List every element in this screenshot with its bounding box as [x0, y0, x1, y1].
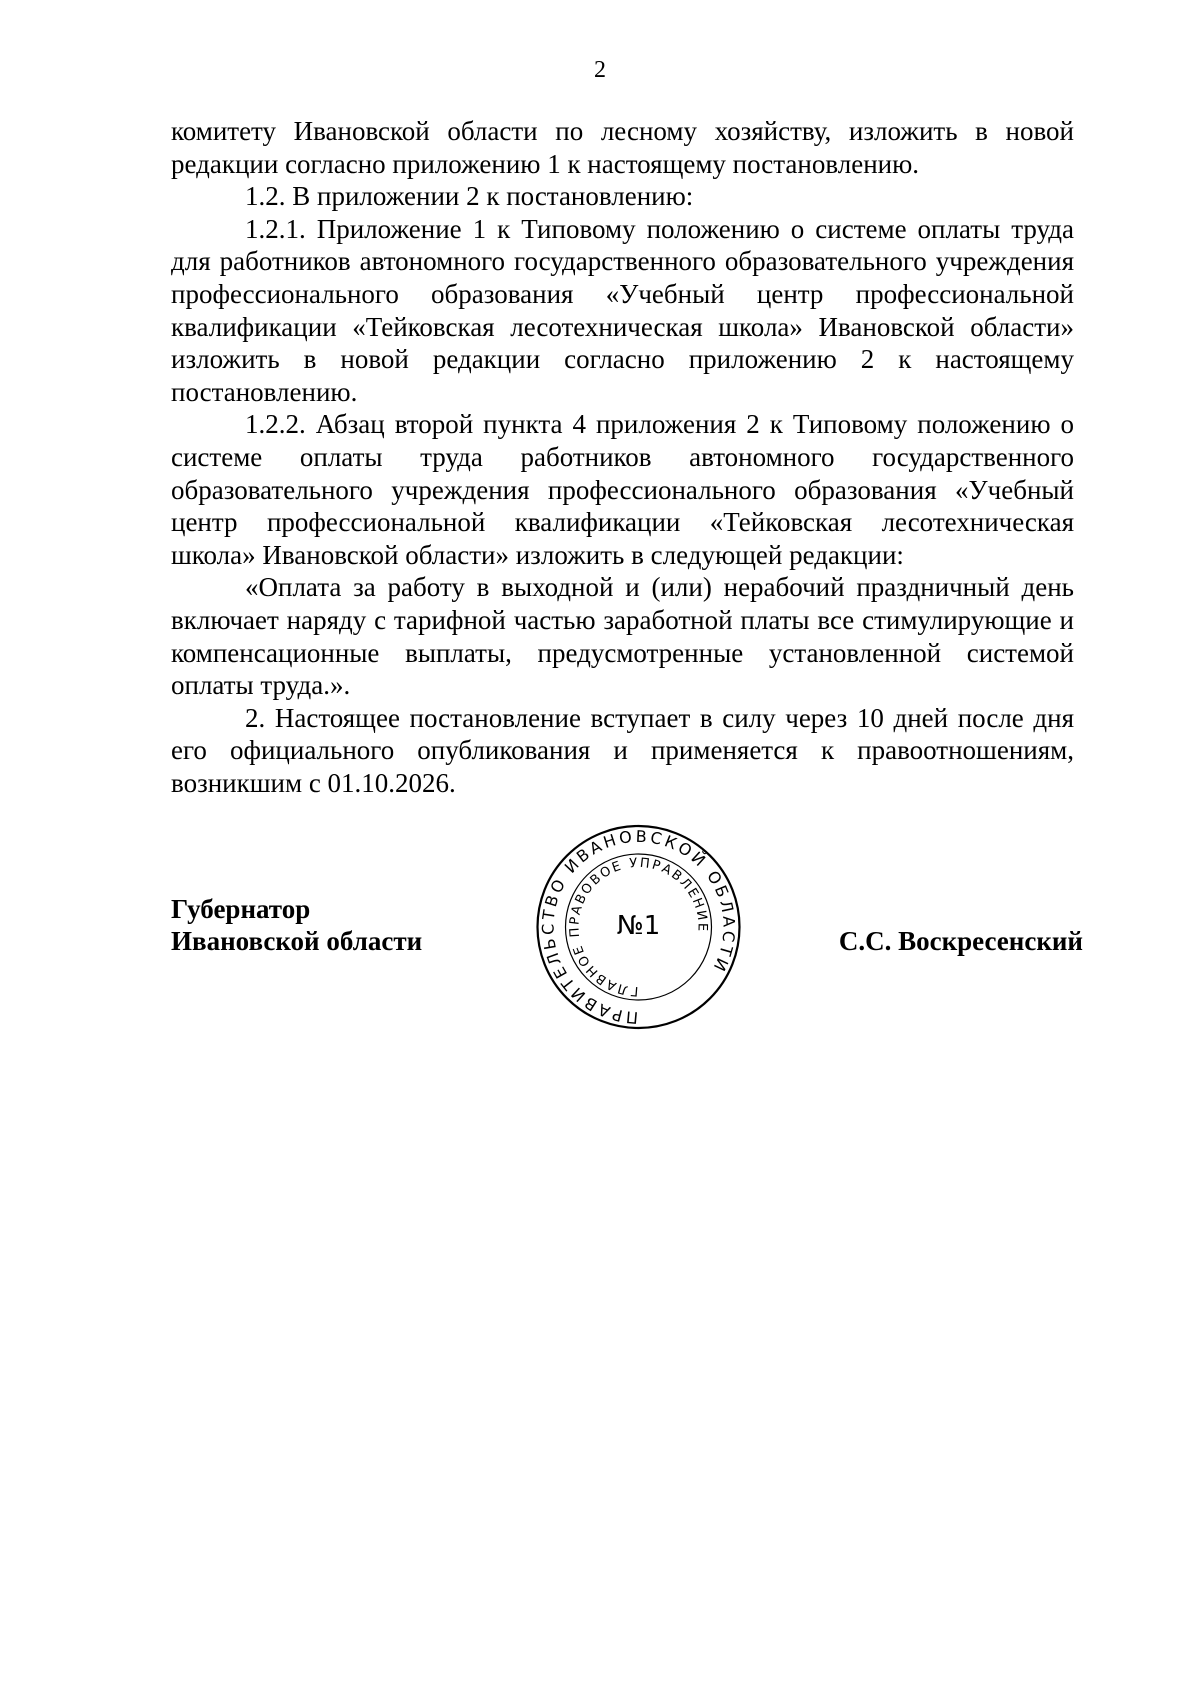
- paragraph-quoted-text: «Оплата за работу в выходной и (или) нерабочий праздничный день включает наряду с тарифной частью заработной платы все стимулирующие и компенсационные выплаты, предусмотренные установленной системой оплаты труда.».: [171, 572, 1074, 701]
- page-number: 2: [594, 57, 606, 83]
- paragraph-item-1-2-2: 1.2.2. Абзац второй пункта 4 приложения 2 к Типовому положению о системе оплаты труда работников автономного государственного образовательного учреждения профессионального образования «Учебный центр профессиональной квалификации «Тейковская лесотехническая школа» Ивановской области» изложить в следующей редакции:: [171, 409, 1074, 570]
- paragraph-continuation: комитету Ивановской области по лесному хозяйству, изложить в новой редакции согласно приложению 1 к настоящему постановлению.: [171, 116, 1074, 179]
- paragraph-item-1-2: 1.2. В приложении 2 к постановлению:: [245, 181, 694, 212]
- official-seal-stamp: [535, 822, 742, 1032]
- seal-graphic: [535, 822, 742, 1032]
- signatory-name: С.С. Воскресенский: [838, 926, 1083, 956]
- seal-number: №1: [616, 911, 661, 941]
- paragraph-item-2: 2. Настоящее постановление вступает в силу через 10 дней после дня его официального опубликования и применяется к правоотношениям, возникшим с 01.10.2026.: [171, 702, 1074, 798]
- seal-inner-lettering: ГЛАВНОЕ ПРАВОВОЕ УПРАВЛЕНИЕ: [567, 855, 710, 999]
- document-body: [171, 115, 1074, 799]
- signatory-position-line-2: Ивановской области: [171, 926, 423, 956]
- signatory-position: [171, 893, 422, 957]
- signatory-position-line-1: Губернатор: [171, 894, 311, 924]
- seal-outer-lettering: ПРАВИТЕЛЬСТВО ИВАНОВСКОЙ ОБЛАСТИ: [538, 826, 739, 1028]
- paragraph-item-1-2-1: 1.2.1. Приложение 1 к Типовому положению о системе оплаты труда для работников автономного государственного образовательного учреждения профессионального образования «Учебный центр профессиональной квалификации «Тейковская лесотехническая школа» Ивановской области» изложить в новой редакции согласно приложению 2 к настоящему постановлению.: [171, 213, 1074, 407]
